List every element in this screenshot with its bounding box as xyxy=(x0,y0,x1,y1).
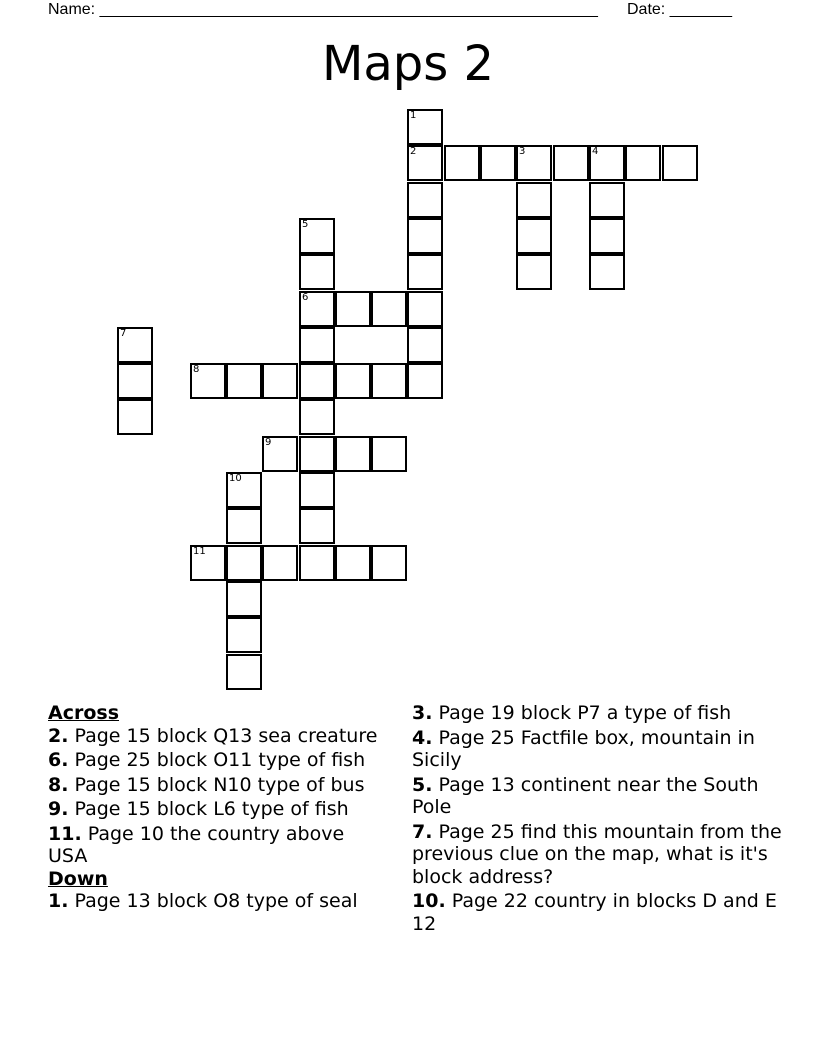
crossword-cell[interactable] xyxy=(516,145,552,181)
crossword-cell[interactable] xyxy=(407,218,443,254)
clue-across-2 xyxy=(48,725,388,748)
crossword-cell[interactable] xyxy=(407,109,443,145)
clue-text: Page 25 Factfile box, mountain in Sicily xyxy=(412,726,755,771)
crossword-cell[interactable] xyxy=(444,145,480,181)
crossword-cell[interactable] xyxy=(335,436,371,472)
clue-number: 4. xyxy=(412,726,433,749)
crossword-cell[interactable] xyxy=(299,327,335,363)
date-field[interactable]: Date: _______ xyxy=(627,1,732,18)
crossword-cell[interactable] xyxy=(299,545,335,581)
crossword-cell[interactable] xyxy=(226,545,262,581)
clue-text: Page 25 block O11 type of fish xyxy=(74,749,366,771)
crossword-cell[interactable] xyxy=(407,254,443,290)
cell-number: 9 xyxy=(265,437,272,448)
clue-text: Page 15 block Q13 sea creature xyxy=(74,724,378,747)
crossword-cell[interactable] xyxy=(190,545,226,581)
clue-down-5 xyxy=(412,774,782,819)
crossword-cell[interactable] xyxy=(299,218,335,254)
crossword-cell[interactable] xyxy=(371,363,407,399)
crossword-cell[interactable] xyxy=(335,291,371,327)
crossword-cell[interactable] xyxy=(625,145,661,181)
crossword-cell[interactable] xyxy=(589,145,625,181)
clue-across-8 xyxy=(48,774,388,797)
crossword-cell[interactable] xyxy=(299,254,335,290)
clue-number: 6. xyxy=(48,749,69,771)
crossword-cell[interactable] xyxy=(226,363,262,399)
crossword-cell[interactable] xyxy=(589,254,625,290)
crossword-cell[interactable] xyxy=(407,363,443,399)
clue-across-9 xyxy=(48,798,388,821)
crossword-cell[interactable] xyxy=(299,472,335,508)
crossword-cell[interactable] xyxy=(117,363,153,399)
clue-text: Page 10 the country above USA xyxy=(48,822,345,867)
clue-text: Page 25 find this mountain from the previous clue on the map, what is it's block address? xyxy=(412,820,782,888)
crossword-cell[interactable] xyxy=(335,363,371,399)
cell-number: 1 xyxy=(410,110,417,121)
clue-number: 8. xyxy=(48,773,69,796)
clue-number: 1. xyxy=(48,890,69,912)
down-heading: Down xyxy=(48,867,108,890)
crossword-cell[interactable] xyxy=(371,545,407,581)
crossword-cell[interactable] xyxy=(407,291,443,327)
clue-down-7 xyxy=(412,821,782,889)
across-heading: Across xyxy=(48,702,120,724)
clue-text: Page 22 country in blocks D and E 12 xyxy=(412,890,777,935)
name-field[interactable]: Name: ________________________________________________________ xyxy=(48,1,598,18)
clue-text: Page 19 block P7 a type of fish xyxy=(438,702,732,724)
crossword-cell[interactable] xyxy=(516,182,552,218)
crossword-cell[interactable] xyxy=(516,218,552,254)
crossword-cell[interactable] xyxy=(117,399,153,435)
clue-number: 9. xyxy=(48,798,69,820)
crossword-cell[interactable] xyxy=(371,436,407,472)
cell-number: 3 xyxy=(519,146,526,157)
clue-number: 11. xyxy=(48,822,82,845)
crossword-cell[interactable] xyxy=(589,182,625,218)
clue-down-1 xyxy=(48,890,388,913)
crossword-cell[interactable] xyxy=(226,508,262,544)
clue-down-3 xyxy=(412,702,782,725)
cell-number: 8 xyxy=(193,364,200,375)
clues-left-column xyxy=(48,702,388,915)
crossword-cell[interactable] xyxy=(226,617,262,653)
cell-number: 2 xyxy=(410,146,417,157)
crossword-cell[interactable] xyxy=(407,182,443,218)
crossword-cell[interactable] xyxy=(299,508,335,544)
crossword-cell[interactable] xyxy=(226,654,262,690)
crossword-cell[interactable] xyxy=(335,545,371,581)
cell-number: 7 xyxy=(120,328,127,339)
crossword-cell[interactable] xyxy=(407,145,443,181)
worksheet-header xyxy=(0,0,816,20)
clue-number: 7. xyxy=(412,820,433,843)
crossword-cell[interactable] xyxy=(516,254,552,290)
clue-text: Page 15 block N10 type of bus xyxy=(74,773,365,796)
clue-text: Page 13 continent near the South Pole xyxy=(412,773,759,818)
crossword-cell[interactable] xyxy=(553,145,589,181)
cell-number: 6 xyxy=(302,292,309,303)
cell-number: 5 xyxy=(302,219,309,230)
clue-down-4 xyxy=(412,727,782,772)
crossword-cell[interactable] xyxy=(371,291,407,327)
cell-number: 4 xyxy=(592,146,599,157)
crossword-cell[interactable] xyxy=(299,363,335,399)
crossword-cell[interactable] xyxy=(299,291,335,327)
page-title: Maps 2 xyxy=(321,36,495,92)
clue-number: 5. xyxy=(412,773,433,796)
clues-right-column xyxy=(412,702,782,937)
clue-down-10 xyxy=(412,890,782,935)
clue-number: 2. xyxy=(48,724,69,747)
crossword-cell[interactable] xyxy=(480,145,516,181)
crossword-cell[interactable] xyxy=(589,218,625,254)
crossword-cell[interactable] xyxy=(407,327,443,363)
clue-text: Page 13 block O8 type of seal xyxy=(74,890,358,912)
crossword-cell[interactable] xyxy=(662,145,698,181)
clue-text: Page 15 block L6 type of fish xyxy=(74,798,349,820)
clue-number: 10. xyxy=(412,890,446,912)
clue-number: 3. xyxy=(412,702,433,724)
cell-number: 11 xyxy=(193,546,206,557)
crossword-cell[interactable] xyxy=(299,436,335,472)
clue-across-11 xyxy=(48,823,388,868)
crossword-cell[interactable] xyxy=(262,436,298,472)
crossword-cell[interactable] xyxy=(226,581,262,617)
crossword-cell[interactable] xyxy=(262,545,298,581)
crossword-cell[interactable] xyxy=(299,399,335,435)
crossword-cell[interactable] xyxy=(226,472,262,508)
cell-number: 10 xyxy=(229,473,242,484)
crossword-cell[interactable] xyxy=(262,363,298,399)
crossword-cell[interactable] xyxy=(190,363,226,399)
clue-across-6 xyxy=(48,749,388,772)
crossword-cell[interactable] xyxy=(117,327,153,363)
